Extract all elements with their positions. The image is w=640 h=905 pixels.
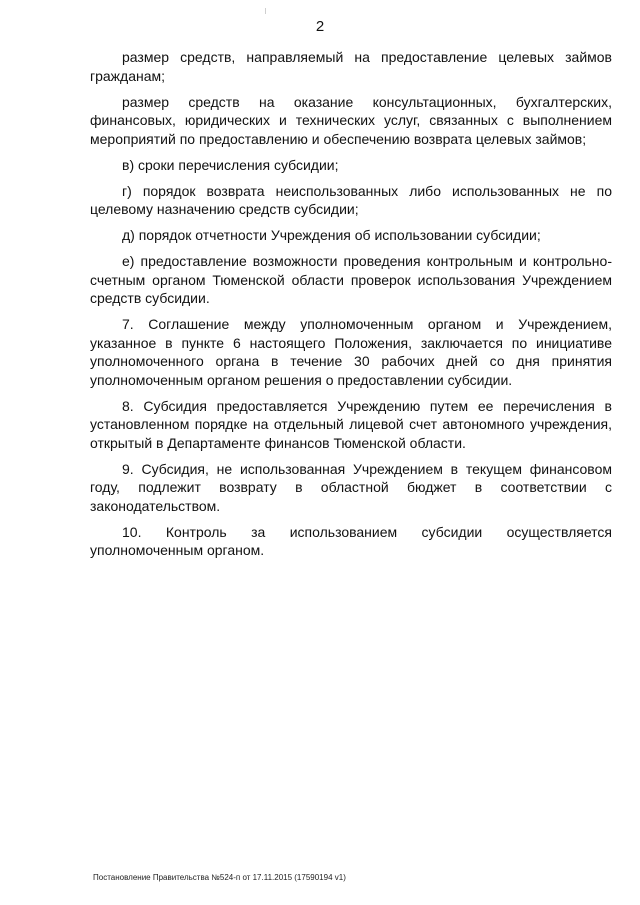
page-number: 2 (315, 18, 325, 35)
paragraph-item-g: г) порядок возврата неиспользованных либо использованных не по целевому назначению средств субсидии; (90, 182, 612, 217)
paragraph-clause-7: 7. Соглашение между уполномоченным органом и Учреждением, указанное в пункте 6 настоящего Положения, заключается по инициативе уполномоченного органа в течение 30 рабочих дней со дня принятия уполномоченным органом решения о предоставлении субсидии. (90, 316, 612, 388)
scan-artifact (265, 8, 266, 14)
paragraph-funds-services: размер средств на оказание консультационных, бухгалтерских, финансовых, юридических и технических услуг, связанных с выполнением мероприятий по предоставлению и обеспечению возврата целевых займов; (90, 93, 612, 147)
paragraph-clause-10: 10. Контроль за использованием субсидии осуществляется уполномоченным органом. (90, 523, 612, 558)
document-body (90, 48, 612, 567)
paragraph-clause-9: 9. Субсидия, не использованная Учреждением в текущем финансовом году, подлежит возврату в областной бюджет в соответствии с законодательством. (90, 460, 612, 514)
paragraph-item-v: в) сроки перечисления субсидии; (122, 156, 339, 173)
paragraph-clause-8: 8. Субсидия предоставляется Учреждению путем ее перечисления в установленном порядке на отдельный лицевой счет автономного учреждения, открытый в Департаменте финансов Тюменской области. (90, 397, 612, 451)
paragraph-funds-loans: размер средств, направляемый на предоставление целевых займов гражданам; (90, 49, 612, 84)
document-footer: Постановление Правительства №524-п от 17.11.2015 (17590194 v1) (93, 873, 346, 882)
paragraph-item-e: е) предоставление возможности проведения контрольным и контрольно-счетным органом Тюменской области проверок использования Учреждением средств субсидии. (90, 253, 612, 306)
paragraph-item-d: д) порядок отчетности Учреждения об использовании субсидии; (122, 227, 541, 243)
